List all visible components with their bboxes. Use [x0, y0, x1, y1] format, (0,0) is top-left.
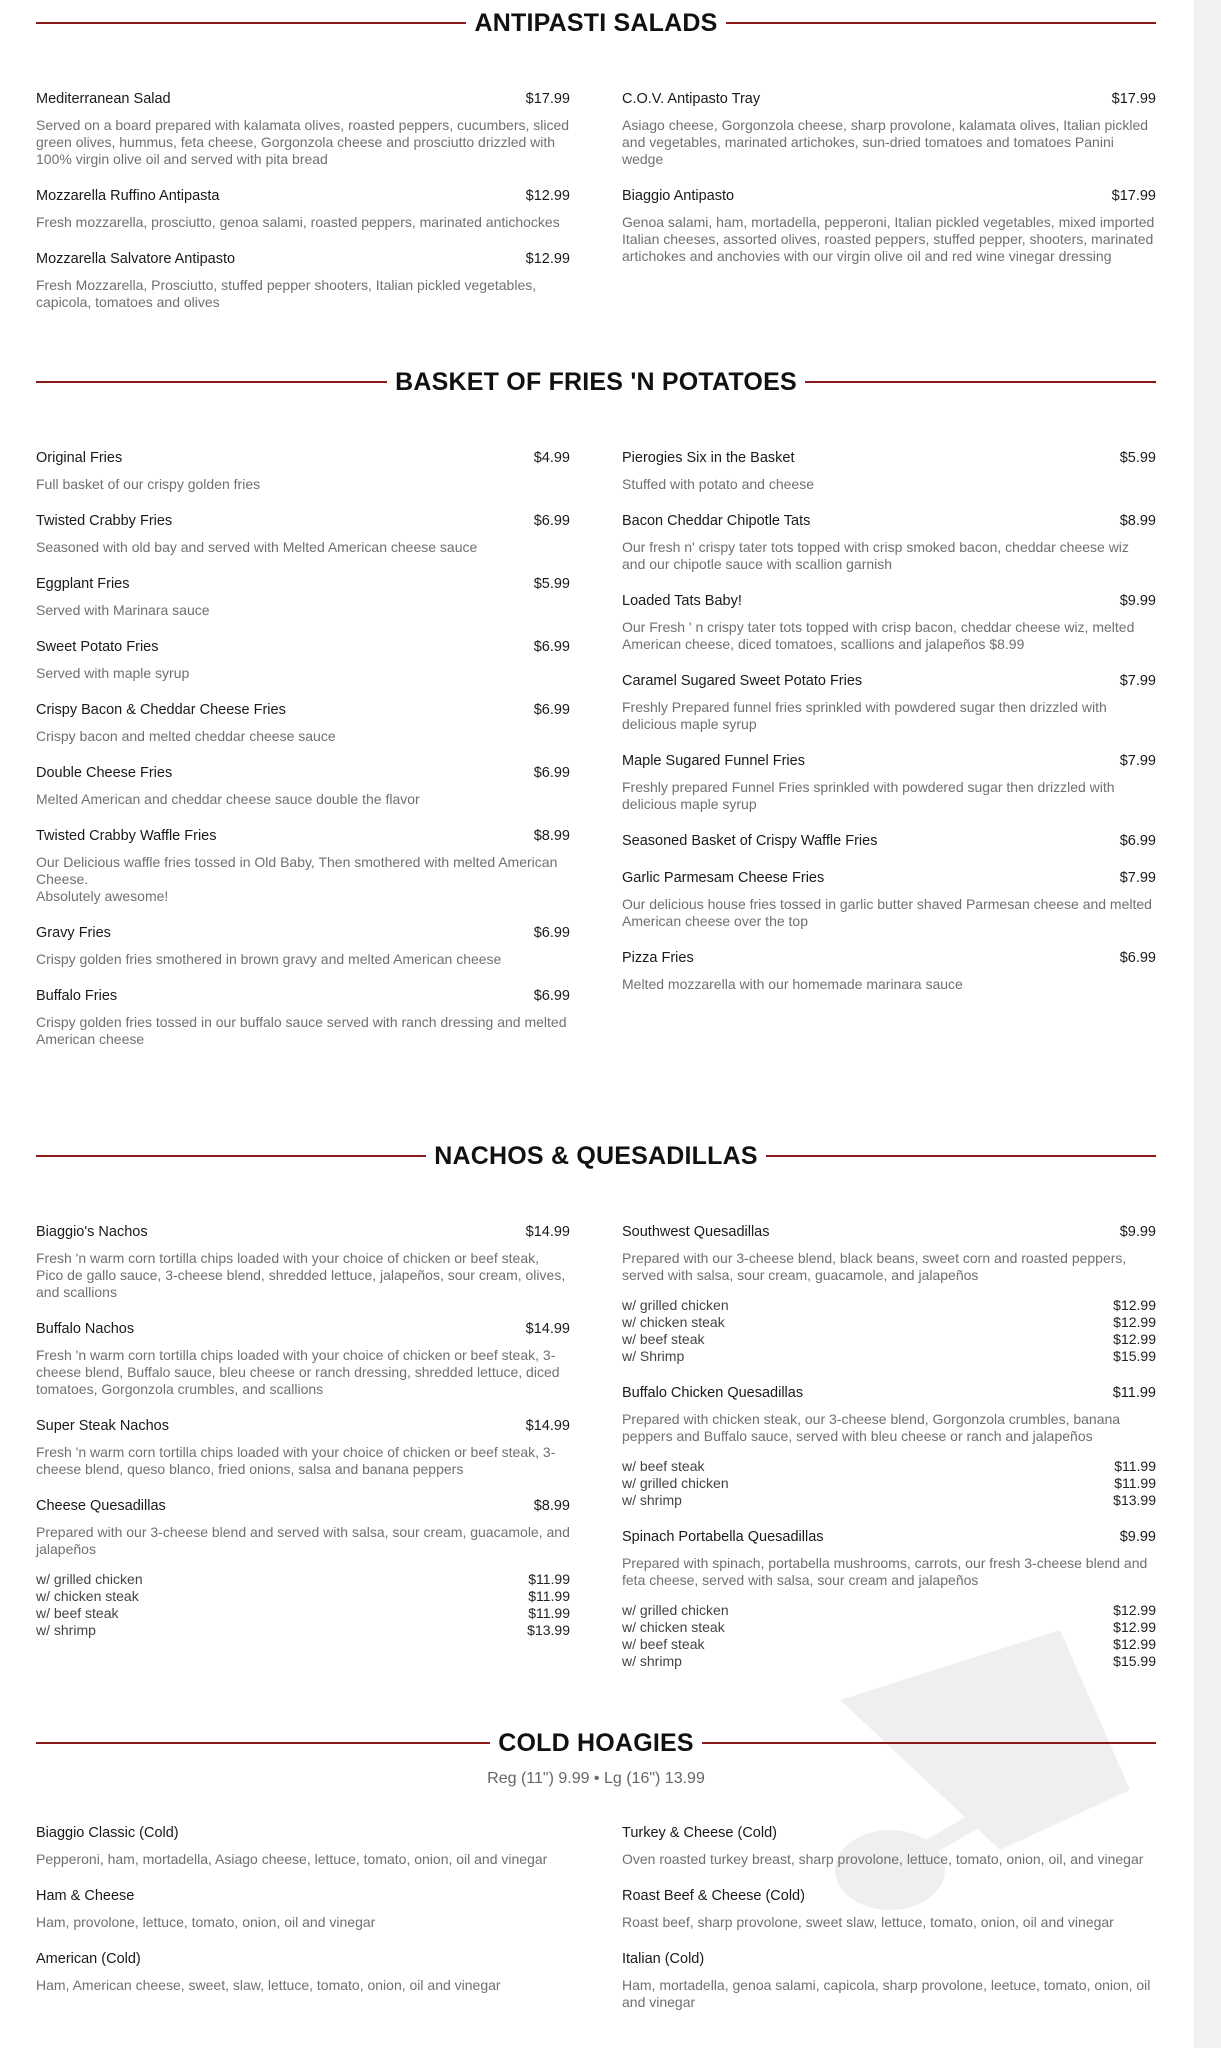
menu-item-description: Pepperoni, ham, mortadella, Asiago cheese, lettuce, tomato, onion, oil and vinegar [36, 1851, 548, 1867]
menu-item-name: Mozzarella Ruffino Antipasta [36, 188, 220, 204]
option-price: $15.99 [1113, 1653, 1156, 1669]
menu-item [36, 638, 570, 682]
menu-item-name: Turkey & Cheese (Cold) [622, 1825, 777, 1841]
menu-item-name: Italian (Cold) [622, 1951, 705, 1967]
menu-item-header [36, 1950, 570, 1968]
menu-item-description: Ham, American cheese, sweet, slaw, lettuce, tomato, onion, oil and vinegar [36, 1977, 501, 1993]
menu-item-description: Full basket of our crispy golden fries [36, 476, 261, 492]
menu-item-description: Melted American and cheddar cheese sauce double the flavor [36, 791, 420, 807]
menu-item-description: Prepared with our 3-cheese blend, black beans, sweet corn and roasted peppers, served with salsa, sour cream, guacamole, and jalapeños [622, 1250, 1127, 1283]
menu-item [36, 764, 570, 808]
menu-item-header [36, 924, 570, 942]
option-row [622, 1331, 1156, 1348]
option-price: $11.99 [528, 1588, 570, 1604]
menu-item-name: Twisted Crabby Fries [36, 513, 173, 529]
menu-item-name: Ham & Cheese [36, 1888, 135, 1904]
menu-item-price: $17.99 [1111, 188, 1156, 204]
option-price: $11.99 [1114, 1458, 1156, 1474]
menu-item-name: Spinach Portabella Quesadillas [622, 1529, 824, 1545]
menu-item-description: Fresh mozzarella, prosciutto, genoa salami, roasted peppers, marinated antichockes [36, 214, 560, 230]
option-label: w/ grilled chicken [36, 1571, 143, 1587]
menu-item [36, 1824, 570, 1868]
menu-item-price: $6.99 [1119, 950, 1156, 966]
menu-item-name: Twisted Crabby Waffle Fries [36, 828, 217, 844]
menu-item-header [622, 1528, 1156, 1546]
menu-item-description: Stuffed with potato and cheese [622, 476, 814, 492]
menu-item-header [622, 1824, 1156, 1842]
menu-item [36, 924, 570, 968]
option-price: $13.99 [527, 1622, 570, 1638]
menu-item-header [622, 1223, 1156, 1241]
option-row [36, 1605, 570, 1622]
menu-item-name: Mozzarella Salvatore Antipasto [36, 251, 236, 267]
menu-item [622, 752, 1156, 813]
option-row [36, 1571, 570, 1588]
menu-item-name: Buffalo Chicken Quesadillas [622, 1385, 804, 1401]
menu-item-description: Roast beef, sharp provolone, sweet slaw, lettuce, tomato, onion, oil and vinegar [622, 1914, 1114, 1930]
menu-item-name: Double Cheese Fries [36, 765, 173, 781]
menu-item-header [36, 187, 570, 205]
menu-item-description: Fresh 'n warm corn tortilla chips loaded with your choice of chicken or beef steak, 3-cheese blend, queso blanco, fried onions, salsa and banana peppers [36, 1444, 556, 1477]
menu-item-header [36, 1223, 570, 1241]
option-label: w/ shrimp [622, 1653, 682, 1669]
option-label: w/ beef steak [622, 1331, 705, 1347]
menu-item-price: $8.99 [1119, 513, 1156, 529]
menu-item-name: Loaded Tats Baby! [622, 593, 742, 609]
menu-item-header [622, 869, 1156, 887]
menu-item-header [36, 987, 570, 1005]
menu-section [36, 367, 1156, 1067]
right-column [622, 1223, 1156, 1689]
menu-item-name: Buffalo Fries [36, 988, 118, 1004]
menu-item-price: $12.99 [525, 251, 570, 267]
menu-item-name: Super Steak Nachos [36, 1418, 169, 1434]
menu-item-description: Prepared with spinach, portabella mushrooms, carrots, our fresh 3-cheese blend and feta cheese, served with salsa, sour cream and jalapeños [622, 1555, 1148, 1588]
menu-item-price: $9.99 [1119, 593, 1156, 609]
option-price: $12.99 [1113, 1314, 1156, 1330]
section-columns [36, 90, 1156, 330]
menu-item-price: $7.99 [1119, 870, 1156, 886]
menu-item-price: $5.99 [533, 576, 570, 592]
option-label: w/ Shrimp [622, 1348, 685, 1364]
option-row [622, 1602, 1156, 1619]
section-columns [36, 449, 1156, 1067]
menu-item [622, 1528, 1156, 1670]
option-row [622, 1475, 1156, 1492]
menu-item-header [36, 250, 570, 268]
menu-item-header [36, 575, 570, 593]
menu-item-price: $8.99 [533, 828, 570, 844]
option-price: $12.99 [1113, 1602, 1156, 1618]
option-price: $12.99 [1113, 1297, 1156, 1313]
menu-item-price: $6.99 [533, 765, 570, 781]
menu-item-description: Our delicious house fries tossed in garlic butter shaved Parmesan cheese and melted American cheese over the top [622, 896, 1152, 929]
option-price: $11.99 [528, 1571, 570, 1587]
option-label: w/ grilled chicken [622, 1297, 729, 1313]
right-column [622, 449, 1156, 1067]
menu-item-header [36, 449, 570, 467]
section-header [36, 1728, 1156, 1758]
menu-item [36, 827, 570, 905]
menu-item-header [622, 449, 1156, 467]
option-row [622, 1653, 1156, 1670]
option-label: w/ grilled chicken [622, 1475, 729, 1491]
menu-item-description: Prepared with chicken steak, our 3-cheese blend, Gorgonzola crumbles, banana peppers and Buffalo sauce, served with bleu cheese or ranch and jalapeños [622, 1411, 1121, 1444]
option-price: $11.99 [1114, 1475, 1156, 1491]
section-title: BASKET OF FRIES 'N POTATOES [387, 367, 805, 397]
menu-item-header [36, 1824, 570, 1842]
option-label: w/ chicken steak [622, 1314, 725, 1330]
menu-item [36, 250, 570, 311]
menu-item-price: $5.99 [1119, 450, 1156, 466]
menu-item-name: Sweet Potato Fries [36, 639, 159, 655]
menu-item-header [622, 949, 1156, 967]
menu-item-description: Genoa salami, ham, mortadella, pepperoni, Italian pickled vegetables, mixed imported Italian cheeses, assorted olives, roasted peppers, stuffed pepper, shooters, marinated artichokes and anchovies with our virgin olive oil and red wine vinegar dressing [622, 214, 1155, 264]
menu-item-price: $17.99 [1111, 91, 1156, 107]
menu-item [622, 1223, 1156, 1365]
menu-item-header [36, 827, 570, 845]
menu-item-header [622, 512, 1156, 530]
menu-item-description: Freshly prepared Funnel Fries sprinkled with powdered sugar then drizzled with delicious maple syrup [622, 779, 1115, 812]
option-price: $11.99 [528, 1605, 570, 1621]
menu-item [622, 869, 1156, 930]
left-column [36, 1223, 570, 1689]
menu-item-price: $9.99 [1119, 1224, 1156, 1240]
option-label: w/ shrimp [622, 1492, 682, 1508]
option-label: w/ chicken steak [622, 1619, 725, 1635]
menu-item [622, 672, 1156, 733]
scrollbar[interactable] [1194, 0, 1221, 2048]
menu-item-name: Mediterranean Salad [36, 91, 171, 107]
menu-section [36, 8, 1156, 330]
section-title: NACHOS & QUESADILLAS [426, 1141, 765, 1171]
menu-item-name: Buffalo Nachos [36, 1321, 135, 1337]
menu-item-description: Fresh 'n warm corn tortilla chips loaded with your choice of chicken or beef steak, 3-cheese blend, Buffalo sauce, bleu cheese or ranch dressing, shredded lettuce, diced tomatoes, Gorgonzola crumbles, and scallions [36, 1347, 560, 1397]
menu-item-price: $6.99 [533, 513, 570, 529]
menu-item [36, 512, 570, 556]
menu-item-price: $4.99 [533, 450, 570, 466]
menu-item-description: Melted mozzarella with our homemade marinara sauce [622, 976, 963, 992]
menu-item [622, 832, 1156, 850]
option-label: w/ beef steak [36, 1605, 119, 1621]
menu-item-price: $12.99 [525, 188, 570, 204]
menu-item-description: Crispy golden fries smothered in brown gravy and melted American cheese [36, 951, 502, 967]
section-header [36, 1141, 1156, 1171]
menu-item-price: $14.99 [525, 1224, 570, 1240]
menu-item-description: Prepared with our 3-cheese blend and served with salsa, sour cream, guacamole, and jalapeños [36, 1524, 570, 1557]
menu-section [36, 1141, 1156, 1689]
menu-item-name: Maple Sugared Funnel Fries [622, 753, 805, 769]
menu-item-header [622, 1384, 1156, 1402]
section-title: COLD HOAGIES [490, 1728, 701, 1758]
option-label: w/ shrimp [36, 1622, 96, 1638]
menu-item-name: Biaggio Classic (Cold) [36, 1825, 179, 1841]
option-price: $15.99 [1113, 1348, 1156, 1364]
menu-item [36, 1887, 570, 1931]
section-header [36, 367, 1156, 397]
menu-item-name: Original Fries [36, 450, 123, 466]
menu-item-name: Southwest Quesadillas [622, 1224, 770, 1240]
menu-item-price: $14.99 [525, 1418, 570, 1434]
left-column [36, 90, 570, 330]
option-price: $12.99 [1113, 1331, 1156, 1347]
menu-item-description: Our Delicious waffle fries tossed in Old Baby, Then smothered with melted American Cheese. Absolutely awesome! [36, 854, 558, 904]
menu-item-description: Served with Marinara sauce [36, 602, 210, 618]
menu-item-price: $7.99 [1119, 753, 1156, 769]
menu-item [622, 187, 1156, 265]
menu-item-price: $8.99 [533, 1498, 570, 1514]
menu-item [36, 987, 570, 1048]
menu-item-options [622, 1458, 1156, 1509]
menu-item-name: C.O.V. Antipasto Tray [622, 91, 761, 107]
menu-item-description: Ham, mortadella, genoa salami, capicola, sharp provolone, leetuce, tomato, onion, oil and vinegar [622, 1977, 1151, 2010]
menu-item [622, 1384, 1156, 1509]
menu-item-name: Biaggio's Nachos [36, 1224, 148, 1240]
menu-item-description: Oven roasted turkey breast, sharp provolone, lettuce, tomato, onion, oil, and vinegar [622, 1851, 1144, 1867]
section-title: ANTIPASTI SALADS [466, 8, 725, 38]
menu-item-header [36, 1497, 570, 1515]
option-row [622, 1314, 1156, 1331]
menu-item-price: $14.99 [525, 1321, 570, 1337]
menu-item [36, 1320, 570, 1398]
option-row [622, 1636, 1156, 1653]
menu-item-header [36, 1417, 570, 1435]
option-price: $12.99 [1113, 1619, 1156, 1635]
menu-item-name: Crispy Bacon & Cheddar Cheese Fries [36, 702, 286, 718]
option-row [622, 1348, 1156, 1365]
option-row [622, 1458, 1156, 1475]
option-row [622, 1297, 1156, 1314]
menu-item-header [622, 90, 1156, 108]
menu-item-name: Pizza Fries [622, 950, 694, 966]
menu-item-description: Crispy bacon and melted cheddar cheese sauce [36, 728, 336, 744]
menu-item-name: Bacon Cheddar Chipotle Tats [622, 513, 811, 529]
option-row [622, 1492, 1156, 1509]
left-column [36, 1824, 570, 2030]
menu-item [36, 1497, 570, 1639]
menu-item-price: $7.99 [1119, 673, 1156, 689]
option-row [36, 1588, 570, 1605]
menu-item-name: Eggplant Fries [36, 576, 130, 592]
menu-item-header [622, 752, 1156, 770]
menu-item-header [622, 592, 1156, 610]
menu-item-header [622, 1887, 1156, 1905]
menu-item-name: Seasoned Basket of Crispy Waffle Fries [622, 833, 878, 849]
menu-item [36, 1417, 570, 1478]
menu-item-description: Asiago cheese, Gorgonzola cheese, sharp provolone, kalamata olives, Italian pickled and vegetables, marinated artichokes, sun-dried tomatoes and tomatoes Panini wedge [622, 117, 1149, 167]
option-label: w/ beef steak [622, 1636, 705, 1652]
menu-item-price: $6.99 [533, 925, 570, 941]
menu-item-header [36, 90, 570, 108]
menu-item [622, 1950, 1156, 2011]
option-row [36, 1622, 570, 1639]
menu-item [36, 90, 570, 168]
menu-item [622, 512, 1156, 573]
menu-item-description: Fresh 'n warm corn tortilla chips loaded with your choice of chicken or beef steak, Pico de gallo sauce, 3-cheese blend, shredded lettuce, jalapeños, sour cream, olives, and scallions [36, 1250, 566, 1300]
menu-item [36, 701, 570, 745]
menu-item-options [622, 1297, 1156, 1365]
menu-item-options [622, 1602, 1156, 1670]
menu-item-price: $9.99 [1119, 1529, 1156, 1545]
menu-item-name: American (Cold) [36, 1951, 141, 1967]
menu-item [36, 449, 570, 493]
menu-item-name: Gravy Fries [36, 925, 111, 941]
menu-item-description: Served with maple syrup [36, 665, 190, 681]
menu-item-description: Served on a board prepared with kalamata olives, roasted peppers, cucumbers, sliced green olives, hummus, feta cheese, Gorgonzola cheese and prosciutto drizzled with 100% virgin olive oil and served with pita bread [36, 117, 570, 167]
menu-item-header [622, 1950, 1156, 1968]
section-columns [36, 1223, 1156, 1689]
menu-item-description: Freshly Prepared funnel fries sprinkled with powdered sugar then drizzled with delicious maple syrup [622, 699, 1107, 732]
menu-item [622, 592, 1156, 653]
right-column [622, 90, 1156, 330]
section-header [36, 8, 1156, 38]
menu-item-header [36, 701, 570, 719]
menu-item-header [36, 1887, 570, 1905]
menu-item-price: $17.99 [525, 91, 570, 107]
menu-item-price: $6.99 [533, 702, 570, 718]
menu-item-description: Fresh Mozzarella, Prosciutto, stuffed pepper shooters, Italian pickled vegetables, capicola, tomatoes and olives [36, 277, 537, 310]
menu-item-description: Ham, provolone, lettuce, tomato, onion, oil and vinegar [36, 1914, 376, 1930]
menu-item-name: Biaggio Antipasto [622, 188, 735, 204]
menu-item-options [36, 1571, 570, 1639]
menu-item-price: $6.99 [533, 988, 570, 1004]
menu-item-description: Crispy golden fries tossed in our buffalo sauce served with ranch dressing and melted American cheese [36, 1014, 567, 1047]
menu-item [622, 449, 1156, 493]
menu-item-header [622, 832, 1156, 850]
section-size-note: Reg (11") 9.99 • Lg (16") 13.99 [487, 1770, 705, 1787]
option-label: w/ beef steak [622, 1458, 705, 1474]
menu-item [36, 187, 570, 231]
menu-item-name: Roast Beef & Cheese (Cold) [622, 1888, 805, 1904]
menu-item-name: Pierogies Six in the Basket [622, 450, 795, 466]
option-label: w/ grilled chicken [622, 1602, 729, 1618]
menu-item-header [36, 764, 570, 782]
menu-item-description: Our Fresh ' n crispy tater tots topped with crisp bacon, cheddar cheese wiz, melted American cheese, diced tomatoes, scallions and jalapeños $8.99 [622, 619, 1135, 652]
option-price: $12.99 [1113, 1636, 1156, 1652]
menu-item [36, 575, 570, 619]
menu-item-price: $6.99 [1119, 833, 1156, 849]
menu-item-name: Garlic Parmesam Cheese Fries [622, 870, 825, 886]
menu-item-header [36, 512, 570, 530]
menu-item [36, 1223, 570, 1301]
option-row [622, 1619, 1156, 1636]
menu-item-description: Seasoned with old bay and served with Melted American cheese sauce [36, 539, 478, 555]
right-column [622, 1824, 1156, 2030]
menu-item [622, 1887, 1156, 1931]
option-price: $13.99 [1113, 1492, 1156, 1508]
menu-item-header [622, 187, 1156, 205]
section-columns [36, 1824, 1156, 2030]
menu-item-header [622, 672, 1156, 690]
menu-item-header [36, 638, 570, 656]
menu-section [36, 1728, 1156, 2030]
menu-item-price: $11.99 [1112, 1385, 1156, 1401]
menu-item [622, 1824, 1156, 1868]
menu-item-price: $6.99 [533, 639, 570, 655]
left-column [36, 449, 570, 1067]
menu-item-name: Cheese Quesadillas [36, 1498, 166, 1514]
menu-item-description: Our fresh n' crispy tater tots topped with crisp smoked bacon, cheddar cheese wiz and our chipotle sauce with scallion garnish [622, 539, 1129, 572]
menu-item-name: Caramel Sugared Sweet Potato Fries [622, 673, 863, 689]
menu-item-header [36, 1320, 570, 1338]
option-label: w/ chicken steak [36, 1588, 139, 1604]
menu-item [622, 90, 1156, 168]
menu-item [36, 1950, 570, 1994]
menu-item [622, 949, 1156, 993]
